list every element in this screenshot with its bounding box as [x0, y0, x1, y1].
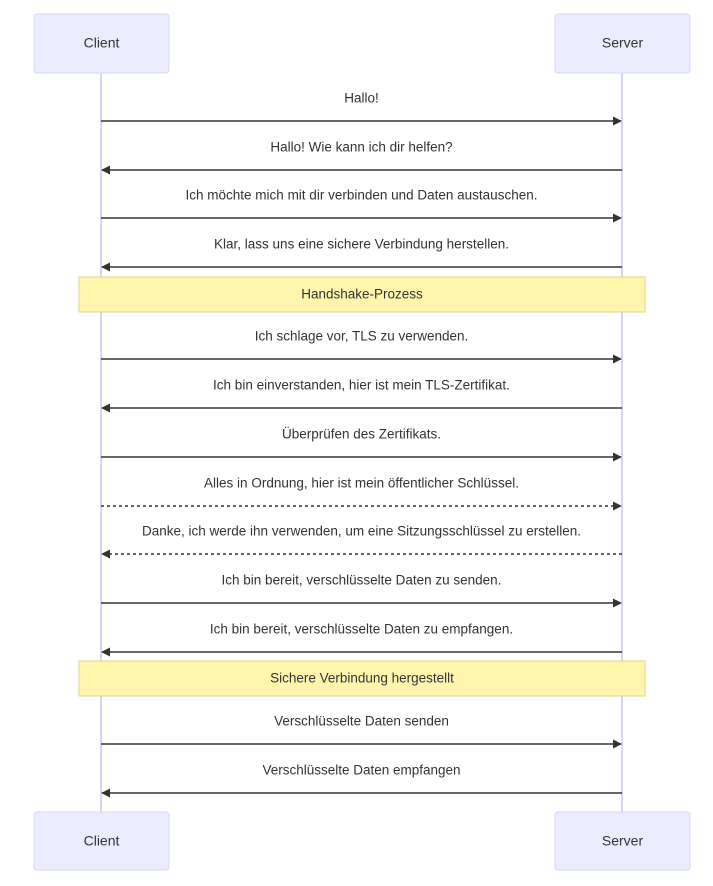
message-label: Verschlüsselte Daten senden — [274, 713, 449, 729]
message-12 — [102, 622, 622, 652]
message-list — [79, 91, 645, 793]
client-actor-bottom-label: Client — [83, 832, 120, 849]
message-15 — [102, 763, 622, 793]
server-actor-top — [555, 14, 690, 73]
message-label: Hallo! — [344, 90, 379, 106]
message-label: Klar, lass uns eine sichere Verbindung herstellen. — [214, 236, 509, 252]
message-4 — [102, 237, 622, 267]
message-label: Hallo! Wie kann ich dir helfen? — [270, 139, 453, 155]
message-label: Ich bin bereit, verschlüsselte Daten zu empfangen. — [209, 621, 514, 637]
client-actor-top-label: Client — [83, 34, 120, 51]
note-handshake-prozess — [79, 277, 645, 312]
message-2 — [102, 140, 622, 170]
message-label: Überprüfen des Zertifikats. — [281, 426, 442, 442]
note-label: Handshake-Prozess — [301, 286, 423, 302]
message-14 — [101, 714, 621, 744]
client-actor-top — [34, 14, 169, 73]
server-actor-bottom — [555, 812, 690, 870]
message-1 — [101, 91, 621, 121]
message-11 — [101, 573, 621, 603]
message-label: Alles in Ordnung, hier ist mein öffentlicher Schlüssel. — [204, 475, 519, 491]
message-8 — [101, 427, 621, 457]
message-10 — [102, 524, 622, 554]
message-3 — [101, 188, 621, 218]
message-label: Verschlüsselte Daten empfangen — [262, 762, 461, 778]
client-actor-bottom — [34, 812, 169, 870]
note-sichere-verbindung-hergestellt — [79, 661, 645, 696]
message-6 — [101, 329, 621, 359]
message-label: Ich bin bereit, verschlüsselte Daten zu senden. — [221, 572, 502, 588]
message-7 — [102, 378, 622, 408]
server-actor-top-label: Server — [601, 34, 644, 51]
message-label: Ich bin einverstanden, hier ist mein TLS-Zertifikat. — [213, 377, 510, 393]
message-9 — [101, 476, 621, 506]
message-label: Ich möchte mich mit dir verbinden und Daten austauschen. — [185, 187, 538, 203]
server-actor-bottom-label: Server — [601, 832, 644, 849]
message-label: Danke, ich werde ihn verwenden, um eine Sitzungsschlüssel zu erstellen. — [142, 523, 581, 539]
note-label: Sichere Verbindung hergestellt — [270, 670, 454, 686]
message-label: Ich schlage vor, TLS zu verwenden. — [254, 328, 469, 344]
